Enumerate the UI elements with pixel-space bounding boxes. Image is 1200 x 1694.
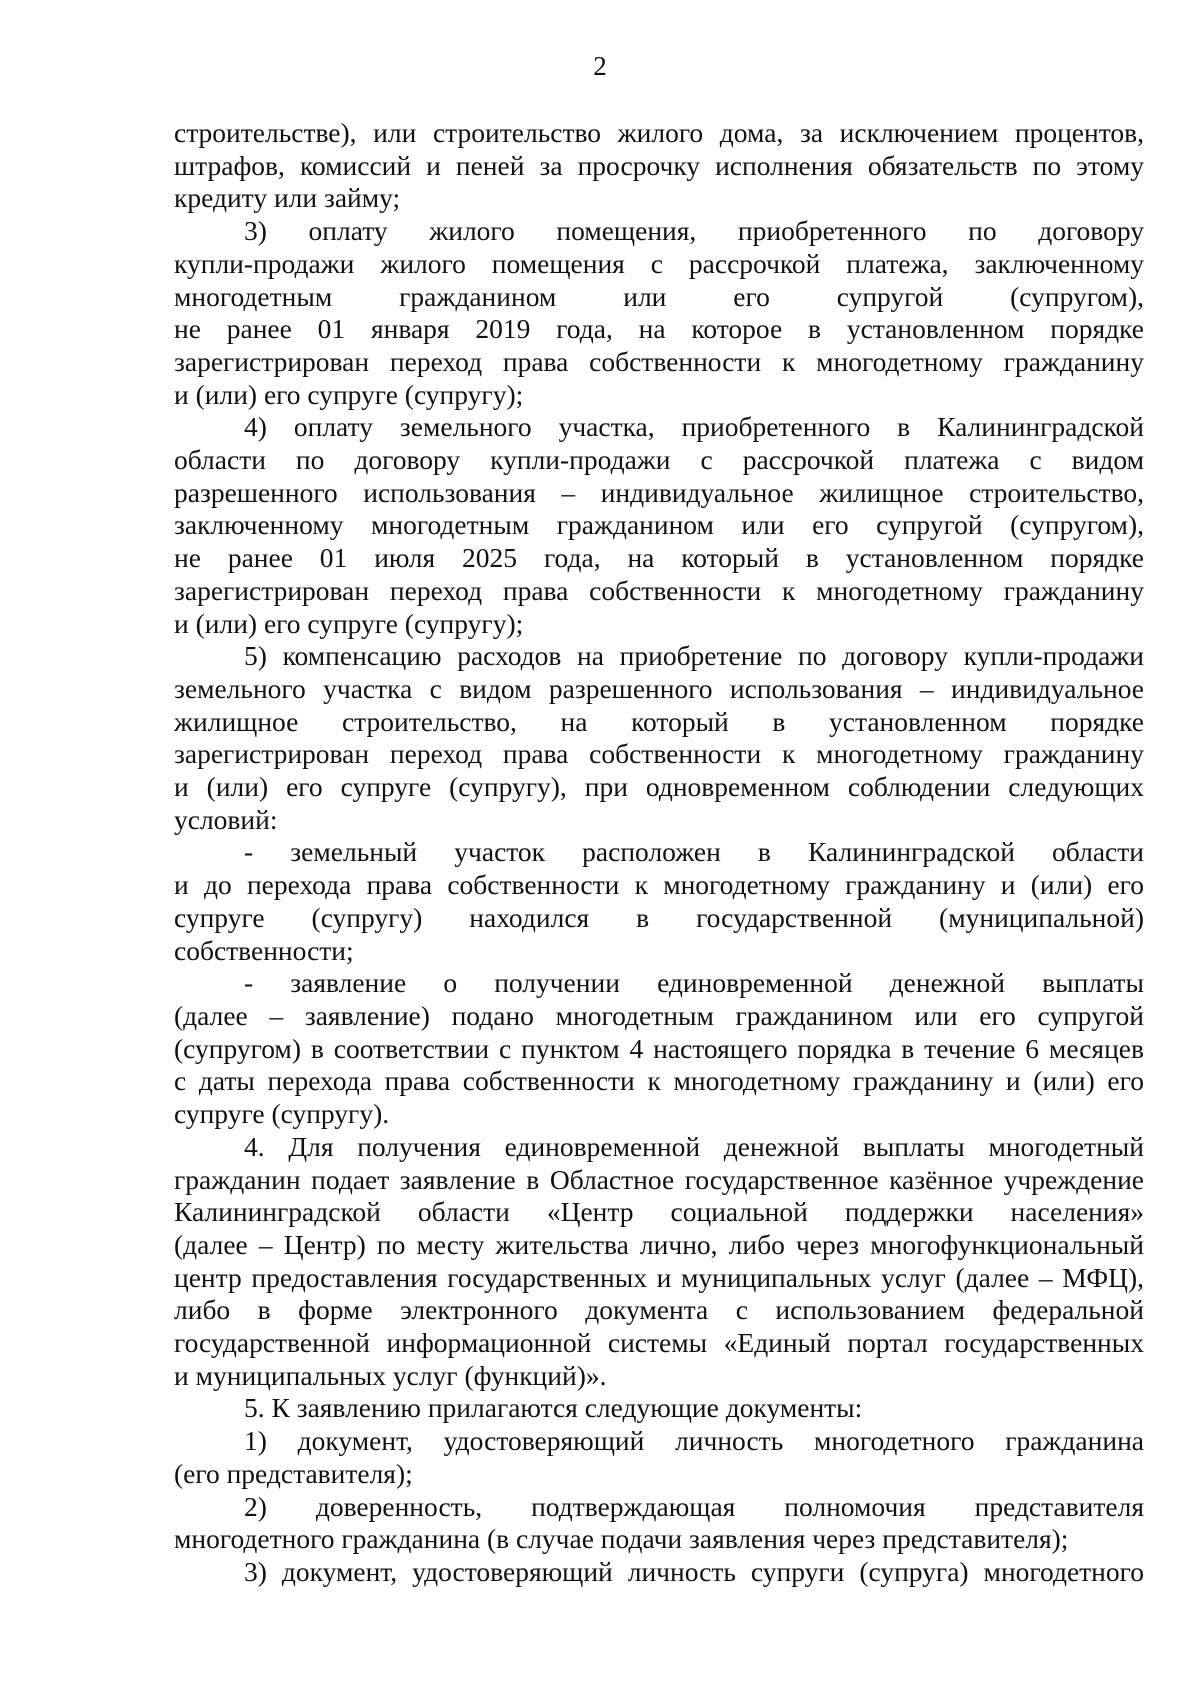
- text-line: и (или) его супруге (супругу), при одновременном соблюдении следующих: [174, 771, 1144, 803]
- text-line: супруге (супругу).: [174, 1098, 390, 1130]
- text-line: либо в форме электронного документа с использованием федеральной: [174, 1294, 1144, 1326]
- text-line: 5) компенсацию расходов на приобретение по договору купли-продажи: [244, 640, 1144, 672]
- text-line: многодетного гражданина (в случае подачи заявления через представителя);: [174, 1523, 1069, 1555]
- text-line: 4) оплату земельного участка, приобретенного в Калининградской: [244, 411, 1144, 443]
- text-line: 5. К заявлению прилагаются следующие документы:: [244, 1392, 863, 1424]
- document-body: [174, 117, 1144, 1589]
- text-line: 1) документ, удостоверяющий личность многодетного гражданина: [244, 1425, 1144, 1457]
- text-line: (далее – Центр) по месту жительства лично, либо через многофункциональный: [174, 1228, 1144, 1260]
- text-line: и муниципальных услуг (функций)».: [174, 1359, 607, 1391]
- text-line: не ранее 01 июля 2025 года, на который в установленном порядке: [174, 542, 1144, 574]
- text-line: многодетным гражданином или его супругой (супругом),: [174, 280, 1144, 312]
- text-line: купли-продажи жилого помещения с рассрочкой платежа, заключенному: [174, 247, 1144, 279]
- text-line: условий:: [174, 803, 278, 835]
- text-line: - заявление о получении единовременной денежной выплаты: [244, 967, 1144, 999]
- text-line: разрешенного использования – индивидуальное жилищное строительство,: [174, 476, 1144, 508]
- text-line: центр предоставления государственных и муниципальных услуг (далее – МФЦ),: [174, 1261, 1144, 1293]
- text-line: не ранее 01 января 2019 года, на которое в установленном порядке: [174, 313, 1144, 345]
- text-line: 3) документ, удостоверяющий личность супруги (супруга) многодетного: [244, 1555, 1144, 1587]
- text-line: (далее – заявление) подано многодетным гражданином или его супругой: [174, 999, 1144, 1031]
- text-line: кредиту или займу;: [174, 182, 401, 214]
- text-line: зарегистрирован переход права собственности к многодетному гражданину: [174, 574, 1144, 606]
- text-line: жилищное строительство, на который в установленном порядке: [174, 705, 1144, 737]
- text-line: и (или) его супруге (супругу);: [174, 378, 524, 410]
- text-line: с даты перехода права собственности к многодетному гражданину и (или) его: [174, 1065, 1144, 1097]
- text-line: супруге (супругу) находился в государственной (муниципальной): [174, 901, 1144, 933]
- text-line: зарегистрирован переход права собственности к многодетному гражданину: [174, 738, 1144, 770]
- text-line: 2) доверенность, подтверждающая полномочия представителя: [244, 1490, 1144, 1522]
- text-line: заключенному многодетным гражданином или его супругой (супругом),: [174, 509, 1144, 541]
- text-line: государственной информационной системы «Единый портал государственных: [174, 1327, 1144, 1359]
- text-line: штрафов, комиссий и пеней за просрочку исполнения обязательств по этому: [174, 149, 1144, 181]
- page-number: 2: [593, 51, 607, 81]
- text-line: области по договору купли-продажи с рассрочкой платежа с видом: [174, 444, 1144, 476]
- text-line: и (или) его супруге (супругу);: [174, 607, 524, 639]
- text-line: - земельный участок расположен в Калининградской области: [244, 836, 1144, 868]
- text-line: (его представителя);: [174, 1457, 413, 1489]
- text-line: земельного участка с видом разрешенного использования – индивидуальное: [174, 672, 1144, 704]
- text-line: Калининградской области «Центр социальной поддержки населения»: [174, 1196, 1144, 1228]
- text-line: собственности;: [174, 934, 354, 966]
- text-line: зарегистрирован переход права собственности к многодетному гражданину: [174, 345, 1144, 377]
- text-line: гражданин подает заявление в Областное государственное казённое учреждение: [174, 1163, 1144, 1195]
- text-line: строительстве), или строительство жилого дома, за исключением процентов,: [174, 117, 1144, 148]
- text-line: (супругом) в соответствии с пунктом 4 настоящего порядка в течение 6 месяцев: [174, 1032, 1144, 1064]
- text-line: и до перехода права собственности к многодетному гражданину и (или) его: [174, 869, 1144, 901]
- text-line: 4. Для получения единовременной денежной выплаты многодетный: [244, 1130, 1144, 1162]
- text-line: 3) оплату жилого помещения, приобретенного по договору: [244, 215, 1144, 247]
